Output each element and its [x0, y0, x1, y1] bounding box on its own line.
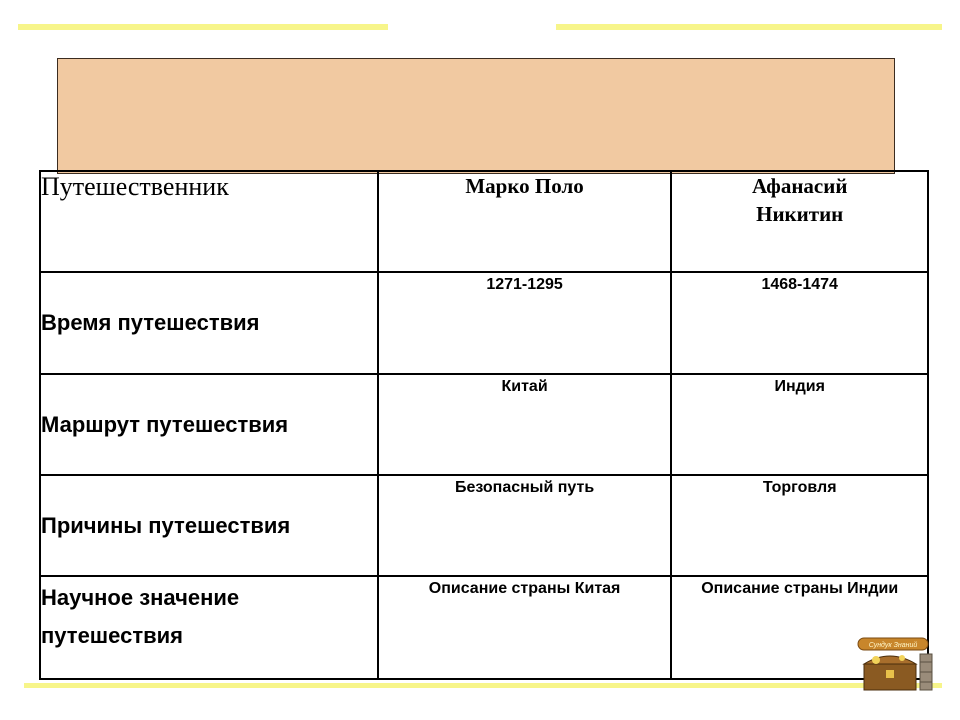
- row-label-route: Маршрут путешествия: [40, 374, 378, 475]
- row-label-time: Время путешествия: [40, 272, 378, 374]
- cell-time-nikitin: 1468-1474: [671, 272, 928, 374]
- treasure-chest-logo: [856, 634, 936, 696]
- table-header-row: [40, 171, 928, 272]
- treasure-chest-icon: [856, 634, 936, 696]
- cell-time-marco-polo: 1271-1295: [378, 272, 672, 374]
- cell-significance-nikitin-text: Описание страны Индии: [701, 580, 899, 597]
- cell-route-nikitin: Индия: [671, 374, 928, 475]
- table-row: [40, 272, 928, 374]
- row-label-significance-text: Научное значение путешествия: [41, 585, 240, 648]
- row-label-significance: [40, 576, 378, 679]
- cell-reasons-marco-polo: Безопасный путь: [378, 475, 672, 576]
- table-row: [40, 576, 928, 679]
- row-label-reasons: Причины путешествия: [40, 475, 378, 576]
- cell-significance-marco-polo: Описание страны Китая: [378, 576, 672, 679]
- decorative-line-bottom: [24, 683, 942, 688]
- decorative-line-top-left: [18, 24, 388, 30]
- cell-route-marco-polo: Китай: [378, 374, 672, 475]
- header-label-cell: Путешественник: [40, 171, 378, 272]
- comparison-table: [39, 170, 929, 680]
- table-row: [40, 475, 928, 576]
- header-col-marco-polo: Марко Поло: [378, 171, 672, 272]
- slide-title-box: [57, 58, 895, 174]
- logo-text: Сундук Знаний: [868, 642, 918, 649]
- cell-reasons-nikitin: Торговля: [671, 475, 928, 576]
- header-col-afanasy-nikitin: [671, 171, 928, 272]
- header-col-afanasy-nikitin-text: Афанасий Никитин: [751, 174, 848, 226]
- decorative-line-top-right: [556, 24, 942, 30]
- table-row: [40, 374, 928, 475]
